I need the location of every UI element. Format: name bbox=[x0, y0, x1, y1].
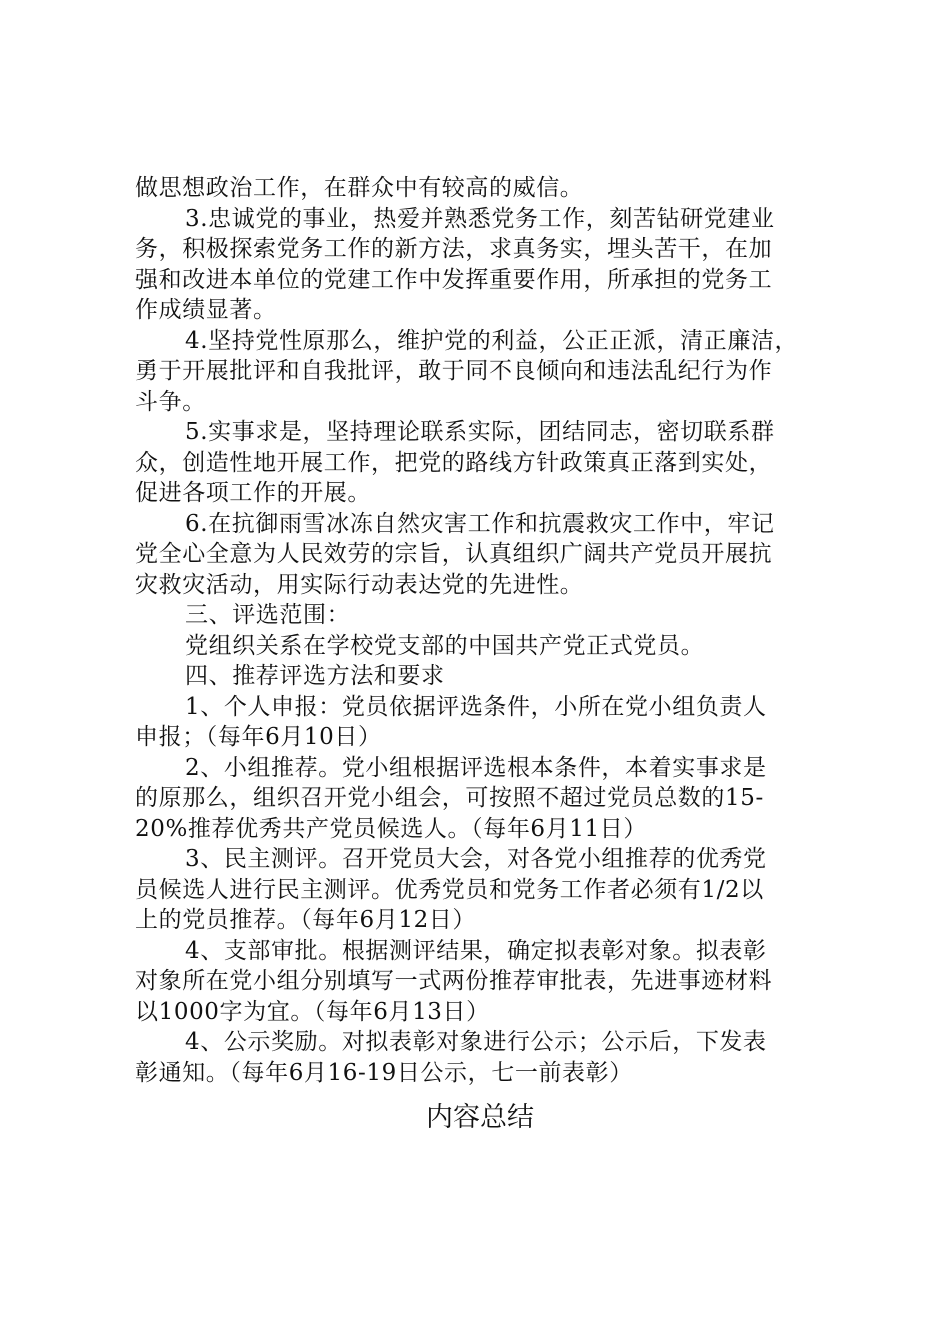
text-line: 1、个人申报：党员依据评选条件，小所在党小组负责人 bbox=[185, 693, 767, 720]
document-body bbox=[135, 173, 845, 1088]
text-line: 党组织关系在学校党支部的中国共产党正式党员。 bbox=[185, 632, 705, 659]
text-line: 三、评选范围： bbox=[185, 602, 351, 628]
text-line: 四、推荐评选方法和要求 bbox=[185, 663, 445, 689]
text-line: 彰通知。（每年6月16-19日公示，七一前表彰） bbox=[135, 1059, 633, 1086]
text-line: 众，创造性地开展工作，把党的路线方针政策真正落到实处， bbox=[135, 449, 773, 476]
text-line: 对象所在党小组分别填写一式两份推荐审批表，先进事迹材料 bbox=[135, 968, 773, 994]
text-line: 5.实事求是，坚持理论联系实际，团结同志，密切联系群 bbox=[185, 419, 775, 445]
text-line: 3、民主测评。召开党员大会，对各党小组推荐的优秀党 bbox=[185, 846, 767, 872]
text-line: 作成绩显著。 bbox=[135, 297, 277, 323]
text-line: 4、公示奖励。对拟表彰对象进行公示；公示后，下发表 bbox=[185, 1029, 767, 1055]
text-line: 强和改进本单位的党建工作中发挥重要作用，所承担的党务工 bbox=[135, 266, 773, 293]
text-line: 4、支部审批。根据测评结果，确定拟表彰对象。拟表彰 bbox=[185, 937, 767, 964]
text-line: 4.坚持党性原那么，维护党的利益，公正正派，清正廉洁， bbox=[185, 327, 799, 354]
text-line: 务，积极探索党务工作的新方法，求真务实，埋头苦干，在加 bbox=[135, 236, 773, 262]
text-line: 党全心全意为人民效劳的宗旨，认真组织广阔共产党员开展抗 bbox=[135, 541, 773, 567]
text-line: 灾救灾活动，用实际行动表达党的先进性。 bbox=[135, 571, 584, 598]
text-line: 员候选人进行民主测评。优秀党员和党务工作者必须有1/2以 bbox=[135, 876, 764, 903]
text-line: 做思想政治工作，在群众中有较高的威信。 bbox=[135, 175, 584, 201]
text-line: 的原那么，组织召开党小组会，可按照不超过党员总数的15- bbox=[135, 785, 764, 811]
text-line: 2、小组推荐。党小组根据评选根本条件，本着实事求是 bbox=[185, 754, 767, 781]
text-line: 上的党员推荐。（每年6月12日） bbox=[135, 907, 476, 933]
text-line: 斗争。 bbox=[135, 388, 206, 415]
text-line: 20%推荐优秀共产党员候选人。（每年6月11日） bbox=[135, 815, 647, 842]
text-line: 申报；（每年6月10日） bbox=[135, 724, 382, 750]
text-line: 以1000字为宜。（每年6月13日） bbox=[135, 998, 490, 1025]
text-line: 3.忠诚党的事业，热爱并熟悉党务工作，刻苦钻研党建业 bbox=[185, 205, 775, 232]
text-line: 6.在抗御雨雪冰冻自然灾害工作和抗震救灾工作中，牢记 bbox=[185, 510, 775, 537]
summary-heading: 内容总结 bbox=[426, 1102, 534, 1133]
text-line: 促进各项工作的开展。 bbox=[135, 480, 371, 506]
text-line: 勇于开展批评和自我批评，敢于同不良倾向和违法乱纪行为作 bbox=[135, 358, 773, 384]
